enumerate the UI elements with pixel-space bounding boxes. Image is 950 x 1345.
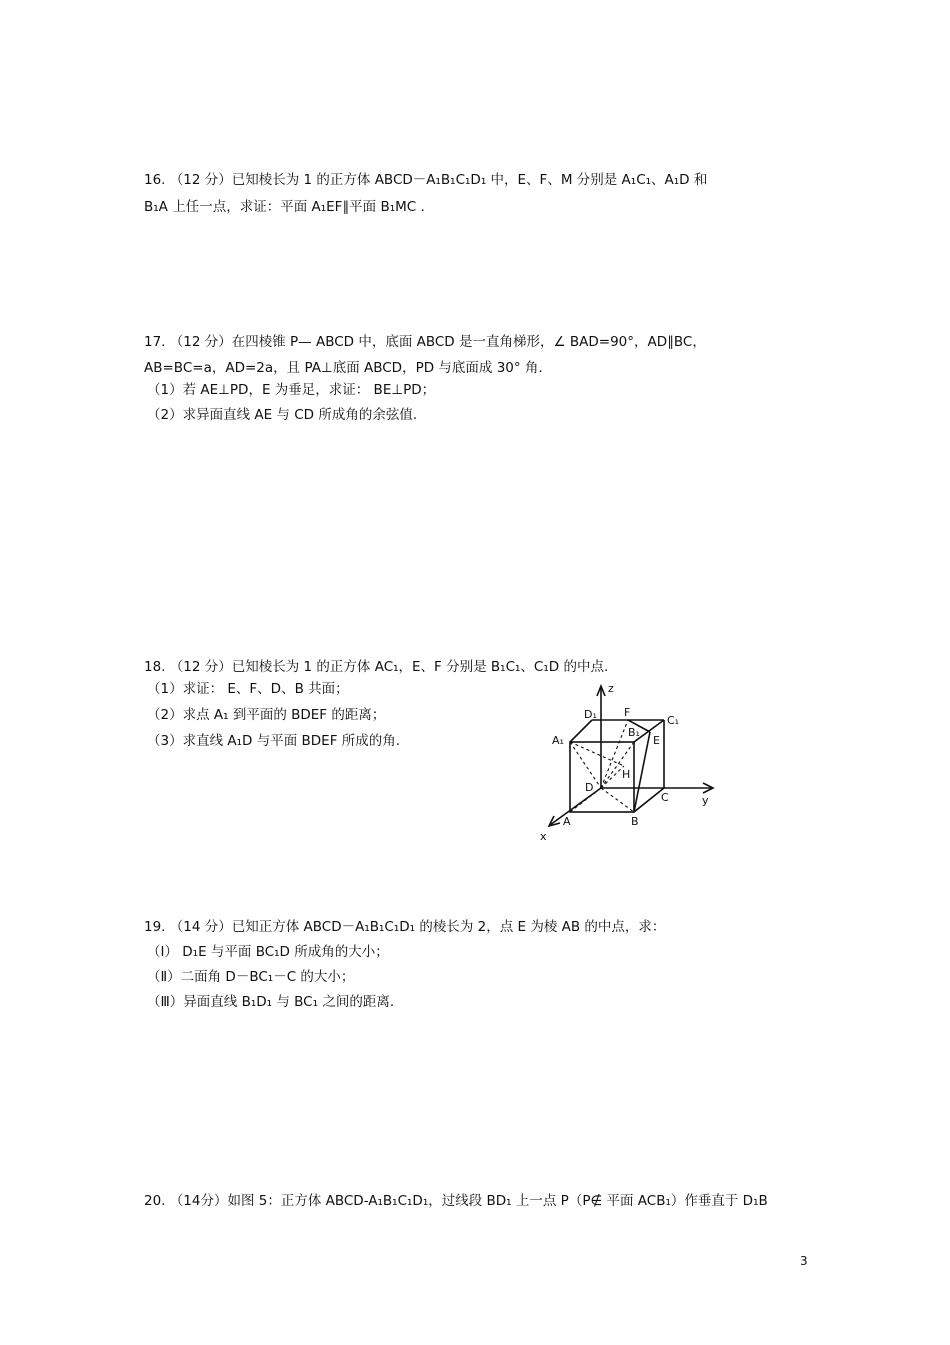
label-e: E <box>653 734 660 747</box>
problem-16-line-2: B₁A 上任一点，求证：平面 A₁EF∥平面 B₁MC . <box>144 199 425 215</box>
problem-19-question-2: （Ⅱ）二面角 D－BC₁－C 的大小； <box>147 969 355 985</box>
problem-16-line-1: 16. （12 分）已知棱长为 1 的正方体 ABCD－A₁B₁C₁D₁ 中，E、F、M 分别是 A₁C₁、A₁D 和 <box>144 172 708 188</box>
cube-diagram <box>532 680 732 850</box>
problem-17-question-2: （2）求异面直线 AE 与 CD 所成角的余弦值. <box>147 407 418 423</box>
problem-18-question-1: （1）求证： E、F、D、B 共面； <box>147 681 349 697</box>
label-y: y <box>702 794 709 807</box>
hidden-line-d-h <box>601 766 624 788</box>
label-x: x <box>540 830 547 843</box>
problem-18-question-3: （3）求直线 A₁D 与平面 BDEF 所成的角. <box>147 733 401 749</box>
label-h: H <box>622 768 631 781</box>
label-c1: C₁ <box>667 714 680 727</box>
problem-19-question-1: （Ⅰ） D₁E 与平面 BC₁D 所成角的大小； <box>147 944 389 960</box>
label-a1: A₁ <box>552 734 564 747</box>
problem-18-question-2: （2）求点 A₁ 到平面的 BDEF 的距离； <box>147 707 386 723</box>
hidden-line-b1-d <box>601 742 634 788</box>
label-b1: B₁ <box>628 726 640 739</box>
problem-19-line-1: 19. （14 分）已知正方体 ABCD－A₁B₁C₁D₁ 的棱长为 2，点 E 为棱 AB 的中点，求： <box>144 919 666 935</box>
label-d: D <box>585 781 594 794</box>
problem-17-line-2: AB=BC=a，AD=2a，且 PA⊥底面 ABCD，PD 与底面成 30° 角. <box>144 360 543 376</box>
label-f: F <box>624 706 631 719</box>
problem-17-line-1: 17. （12 分）在四棱锥 P— ABCD 中，底面 ABCD 是一直角梯形，∠ BAD=90°，AD∥BC， <box>144 334 706 350</box>
problem-18-line-1: 18. （12 分）已知棱长为 1 的正方体 AC₁，E、F 分别是 B₁C₁、C₁D 的中点. <box>144 659 609 675</box>
page-number: 3 <box>800 1254 808 1268</box>
label-c: C <box>661 791 669 804</box>
problem-19-question-3: （Ⅲ）异面直线 B₁D₁ 与 BC₁ 之间的距离. <box>147 994 395 1010</box>
label-a: A <box>563 815 571 828</box>
edge-a1-d1 <box>570 720 592 742</box>
label-z: z <box>608 682 614 695</box>
label-b: B <box>631 815 639 828</box>
problem-17-question-1: （1）若 AE⊥PD，E 为垂足，求证： BE⊥PD； <box>147 382 436 398</box>
cube-figure <box>532 680 732 850</box>
hidden-diagonal-d-b <box>601 788 634 812</box>
edge-b-e <box>634 732 650 812</box>
label-d1: D₁ <box>584 708 597 721</box>
problem-20-line-1: 20. （14分）如图 5：正方体 ABCD-A₁B₁C₁D₁，过线段 BD₁ 上一点 P（P∉ 平面 ACB₁）作垂直于 D₁B <box>144 1193 768 1209</box>
